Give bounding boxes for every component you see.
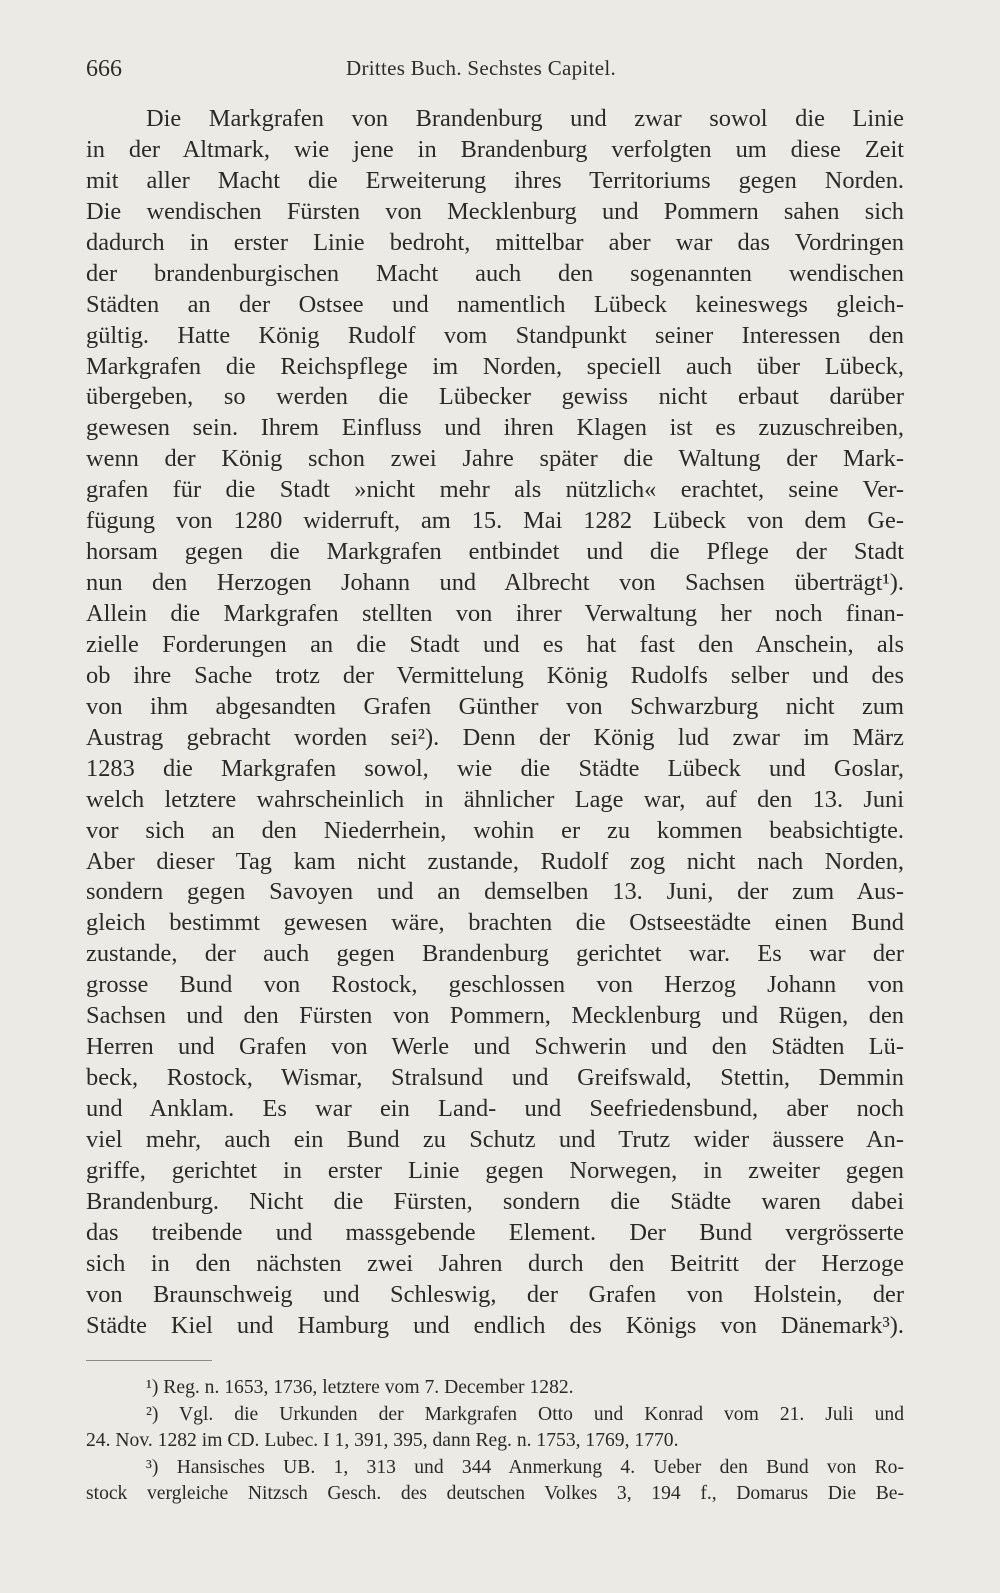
- body-paragraph: [86, 104, 904, 1342]
- text-line: Sachsen und den Fürsten von Pommern, Mecklenburg und Rügen, den: [86, 1002, 904, 1030]
- text-line: griffe, gerichtet in erster Linie gegen Norwegen, in zweiter gegen: [86, 1156, 904, 1184]
- text-line: Aber dieser Tag kam nicht zustande, Rudolf zog nicht nach Norden,: [86, 847, 904, 875]
- text-line: sich in den nächsten zwei Jahren durch den Beitritt der Herzoge: [86, 1249, 904, 1277]
- text-line: dadurch in erster Linie bedroht, mittelbar aber war das Vordringen: [86, 228, 904, 256]
- text-line: gültig. Hatte König Rudolf vom Standpunkt seiner Interessen den: [86, 321, 904, 349]
- text-line: Markgrafen die Reichspflege im Norden, speciell auch über Lübeck,: [86, 352, 904, 380]
- text-line: und Anklam. Es war ein Land- und Seefriedensbund, aber noch: [86, 1095, 904, 1122]
- running-head: Drittes Buch. Sechstes Capitel.: [346, 56, 617, 80]
- text-line: 1283 die Markgrafen sowol, wie die Städte Lübeck und Goslar,: [86, 754, 904, 782]
- text-line: fügung von 1280 widerruft, am 15. Mai 1282 Lübeck von dem Ge-: [86, 507, 904, 535]
- text-line: Austrag gebracht worden sei²). Denn der König lud zwar im März: [86, 723, 904, 751]
- text-line: wenn der König schon zwei Jahre später die Waltung der Mark-: [86, 445, 904, 473]
- footnote-line: ³) Hansisches UB. 1, 313 und 344 Anmerkung 4. Ueber den Bund von Ro-: [146, 1456, 904, 1478]
- footnote-line: 24. Nov. 1282 im CD. Lubec. I 1, 391, 395, dann Reg. n. 1753, 1769, 1770.: [86, 1430, 679, 1452]
- page-header: [86, 52, 908, 86]
- text-line: übergeben, so werden die Lübecker gewiss nicht erbaut darüber: [86, 383, 904, 411]
- text-line: Städten an der Ostsee und namentlich Lübeck keineswegs gleich-: [86, 290, 904, 318]
- text-line: ob ihre Sache trotz der Vermittelung König Rudolfs selber und des: [86, 661, 904, 689]
- text-line: mit aller Macht die Erweiterung ihres Territoriums gegen Norden.: [86, 166, 904, 194]
- text-line: Allein die Markgrafen stellten von ihrer Verwaltung her noch finan-: [86, 600, 904, 627]
- footnote-line: ²) Vgl. die Urkunden der Markgrafen Otto und Konrad vom 21. Juli und: [146, 1403, 904, 1425]
- text-line: gleich bestimmt gewesen wäre, brachten die Ostseestädte einen Bund: [86, 909, 904, 937]
- footnote-line: ¹) Reg. n. 1653, 1736, letztere vom 7. December 1282.: [146, 1377, 574, 1398]
- text-line: Brandenburg. Nicht die Fürsten, sondern die Städte waren dabei: [86, 1187, 904, 1215]
- text-line: in der Altmark, wie jene in Brandenburg verfolgten um diese Zeit: [86, 135, 904, 163]
- text-line: nun den Herzogen Johann und Albrecht von Sachsen überträgt¹).: [86, 569, 904, 597]
- text-line: grafen für die Stadt »nicht mehr als nützlich« erachtet, seine Ver-: [86, 476, 904, 504]
- text-line: sondern gegen Savoyen und an demselben 13. Juni, der zum Aus-: [86, 878, 904, 906]
- text-line: von ihm abgesandten Grafen Günther von Schwarzburg nicht zum: [86, 692, 904, 720]
- footnote-line: stock vergleiche Nitzsch Gesch. des deutschen Volkes 3, 194 f., Domarus Die Be-: [86, 1483, 904, 1505]
- page-number: 666: [86, 56, 122, 82]
- text-line: viel mehr, auch ein Bund zu Schutz und Trutz wider äussere An-: [86, 1125, 904, 1153]
- text-line: welch letztere wahrscheinlich in ähnlicher Lage war, auf den 13. Juni: [86, 785, 904, 813]
- text-line: Die Markgrafen von Brandenburg und zwar sowol die Linie: [146, 105, 904, 132]
- text-line: von Braunschweig und Schleswig, der Grafen von Holstein, der: [86, 1280, 904, 1308]
- text-line: beck, Rostock, Wismar, Stralsund und Greifswald, Stettin, Demmin: [86, 1064, 904, 1092]
- text-line: der brandenburgischen Macht auch den sogenannten wendischen: [86, 259, 904, 287]
- text-line: horsam gegen die Markgrafen entbindet und die Pflege der Stadt: [86, 538, 904, 566]
- text-line: zustande, der auch gegen Brandenburg gerichtet war. Es war der: [86, 940, 904, 968]
- text-line: Herren und Grafen von Werle und Schwerin und den Städten Lü-: [86, 1033, 904, 1061]
- text-line: gewesen sein. Ihrem Einfluss und ihren Klagen ist es zuzuschreiben,: [86, 414, 904, 442]
- footnote-divider: [86, 1360, 212, 1361]
- text-line: vor sich an den Niederrhein, wohin er zu kommen beabsichtigte.: [86, 816, 904, 844]
- text-line: das treibende und massgebende Element. Der Bund vergrösserte: [86, 1218, 904, 1246]
- footnotes: [86, 1375, 904, 1508]
- text-line: Die wendischen Fürsten von Mecklenburg und Pommern sahen sich: [86, 197, 904, 225]
- text-line: grosse Bund von Rostock, geschlossen von Herzog Johann von: [86, 971, 904, 999]
- text-line: Städte Kiel und Hamburg und endlich des Königs von Dänemark³).: [86, 1311, 904, 1339]
- text-line: zielle Forderungen an die Stadt und es hat fast den Anschein, als: [86, 630, 904, 658]
